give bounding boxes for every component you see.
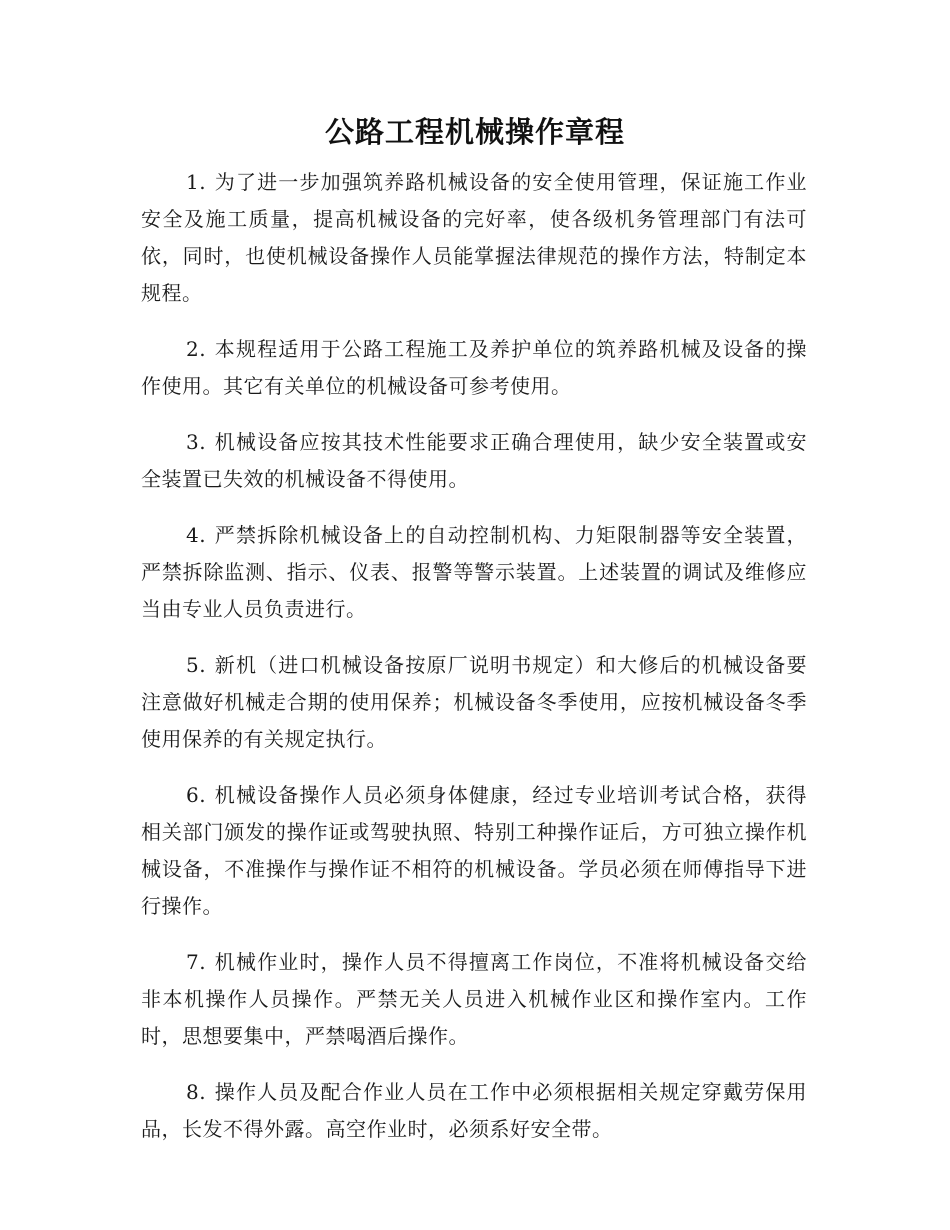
paragraph-text: 机械设备应按其技术性能要求正确合理使用，缺少安全装置或安全装置已失效的机械设备不得使用。 <box>141 430 807 491</box>
paragraph-number: 2. <box>186 337 207 361</box>
paragraph-6 <box>141 777 807 925</box>
paragraph-number: 7. <box>186 950 207 974</box>
paragraph-5 <box>141 647 807 758</box>
paragraph-number: 8. <box>186 1080 207 1104</box>
document-body <box>141 164 807 1167</box>
paragraph-number: 6. <box>186 783 207 807</box>
paragraph-8 <box>141 1074 807 1148</box>
paragraph-number: 4. <box>186 523 207 547</box>
paragraph-7 <box>141 944 807 1055</box>
paragraph-4 <box>141 517 807 628</box>
paragraph-number: 1. <box>186 170 207 194</box>
document-title: 公路工程机械操作章程 <box>324 115 625 149</box>
paragraph-2 <box>141 331 807 405</box>
paragraph-text: 本规程适用于公路工程施工及养护单位的筑养路机械及设备的操作使用。其它有关单位的机械设备可参考使用。 <box>141 337 807 398</box>
paragraph-text: 机械设备操作人员必须身体健康，经过专业培训考试合格，获得相关部门颁发的操作证或驾驶执照、特别工种操作证后，方可独立操作机械设备，不准操作与操作证不相符的机械设备。学员必须在师傅指导下进行操作。 <box>141 783 807 918</box>
paragraph-text: 操作人员及配合作业人员在工作中必须根据相关规定穿戴劳保用品，长发不得外露。高空作业时，必须系好安全带。 <box>141 1080 807 1141</box>
paragraph-text: 机械作业时，操作人员不得擅离工作岗位，不准将机械设备交给非本机操作人员操作。严禁无关人员进入机械作业区和操作室内。工作时，思想要集中，严禁喝酒后操作。 <box>141 950 807 1048</box>
paragraph-text: 为了进一步加强筑养路机械设备的安全使用管理，保证施工作业安全及施工质量，提高机械设备的完好率，使各级机务管理部门有法可依，同时，也使机械设备操作人员能掌握法律规范的操作方法，特制定本规程。 <box>141 170 807 305</box>
paragraph-number: 5. <box>186 653 207 677</box>
paragraph-text: 严禁拆除机械设备上的自动控制机构、力矩限制器等安全装置，严禁拆除监测、指示、仪表、报警等警示装置。上述装置的调试及维修应当由专业人员负责进行。 <box>141 523 807 621</box>
paragraph-text: 新机（进口机械设备按原厂说明书规定）和大修后的机械设备要注意做好机械走合期的使用保养；机械设备冬季使用，应按机械设备冬季使用保养的有关规定执行。 <box>141 653 807 751</box>
paragraph-3 <box>141 424 807 498</box>
paragraph-number: 3. <box>186 430 207 454</box>
paragraph-1 <box>141 164 807 312</box>
